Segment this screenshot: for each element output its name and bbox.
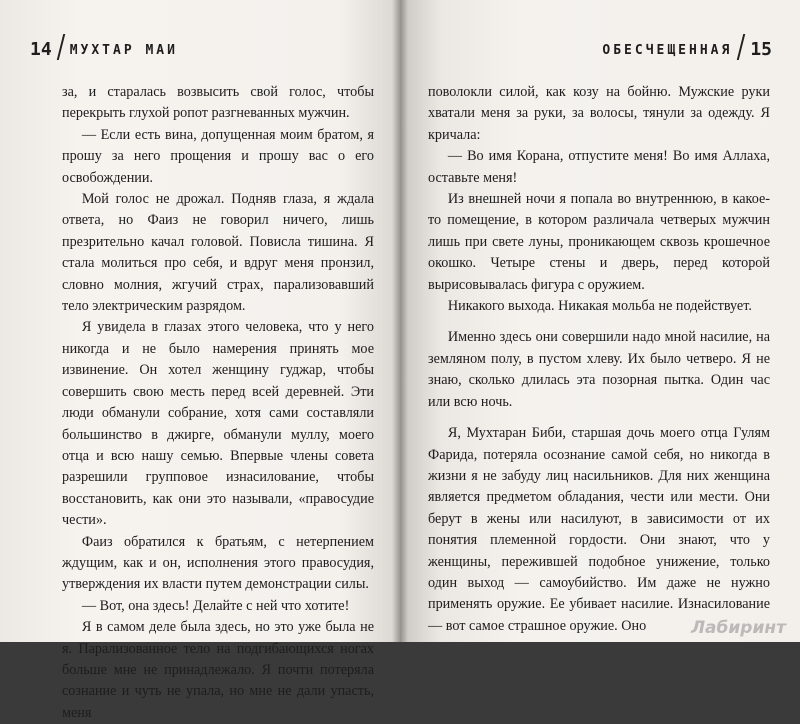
left-page: [0, 0, 400, 721]
paragraph: Из внешней ночи я попала во внутреннюю, в какое-то помещение, в котором различала четверых мужчин лишь при свете луны, проникающем сквозь крошечное окошко. Четыре стены и дверь, перед которой вырисовывалась фигура с оружием.: [428, 191, 770, 293]
right-page-number: 15: [750, 39, 772, 60]
paragraph: Я в самом деле была здесь, но это уже была не я. Парализованное тело на подгибающихся ногах больше мне не принадлежало. Я почти потеряла сознание и чуть не упала, но мне не дали упасть, меня: [62, 619, 374, 721]
left-running-title: МУХТАР МАИ: [69, 43, 178, 58]
left-header-slash: [56, 34, 64, 60]
paragraph: Никакого выхода. Никакая мольба не подействует.: [447, 298, 752, 315]
right-page: [400, 0, 800, 642]
paragraph: — Во имя Корана, отпустите меня! Во имя Аллаха, оставьте меня!: [428, 148, 770, 186]
paragraph: за, и старалась возвысить свой голос, чтобы перекрыть глухой ропот разгневанных мужчин.: [62, 84, 374, 122]
labirint-watermark: Лабиринт: [690, 618, 786, 638]
paragraph: поволокли силой, как козу на бойню. Мужские руки хватали меня за руки, за волосы, тянули за одежду. Я кричала:: [428, 84, 770, 143]
paragraph: Я, Мухтаран Биби, старшая дочь моего отца Гулям Фарида, потеряла осознание самой себя, но никогда в жизни я не забуду лиц насильников. Для них женщина является предметом обладания, чести или мести. Они берут в жены или насилуют, в зависимости от их понятия племенной гордости. Они знают, что у женщины, пережившей подобное унижение, только один выход — самоубийство. Им даже не нужно применять оружие. Ее убивает насилие. Изнасилование — вот самое страшное оружие. Оно: [428, 425, 770, 634]
right-page-body: [428, 82, 770, 637]
right-header-slash: [737, 34, 745, 60]
paragraph: Мой голос не дрожал. Подняв глаза, я ждала ответа, но Фаиз не говорил ничего, лишь презрительно качал головой. Повисла тишина. Я стала молиться про себя, и вдруг меня пронзил, словно молния, жгучий страх, парализовавший тело электрическим разрядом.: [62, 191, 374, 315]
paragraph: — Вот, она здесь! Делайте с ней что хотите!: [81, 597, 350, 614]
paragraph: Фаиз обратился к братьям, с нетерпением ждущим, как и он, исполнения этого правосудия, утверждения их власти путем демонстрации силы.: [62, 533, 374, 593]
right-running-title: ОБЕСЧЕЩЕННАЯ: [602, 43, 733, 58]
paragraph: Именно здесь они совершили надо мной насилие, на земляном полу, в пустом хлеву. Их было четверо. Я не знаю, сколько длилась эта позорная пытка. Один час или всю ночь.: [428, 329, 770, 410]
left-running-head: [30, 34, 178, 60]
paragraph: Я увидела в глазах этого человека, что у него никогда и не было намерения принять мое извинение. Он хотел женщину гуджар, чтобы совершить свою месть перед всей деревней. Эти люди обманули собрание, хотя сами составляли большинство в джирге, обманули муллу, моего отца и всю нашу семью. Впервые члены совета разрешили групповое изнасилование, чтобы восстановить, как они это называли, «правосудие чести».: [62, 319, 374, 529]
left-page-number: 14: [30, 39, 52, 60]
left-page-body: [62, 82, 374, 724]
right-running-head: [602, 34, 772, 60]
paragraph: — Если есть вина, допущенная моим братом, я прошу за него прощения и прошу вас о его освобождении.: [62, 126, 374, 186]
